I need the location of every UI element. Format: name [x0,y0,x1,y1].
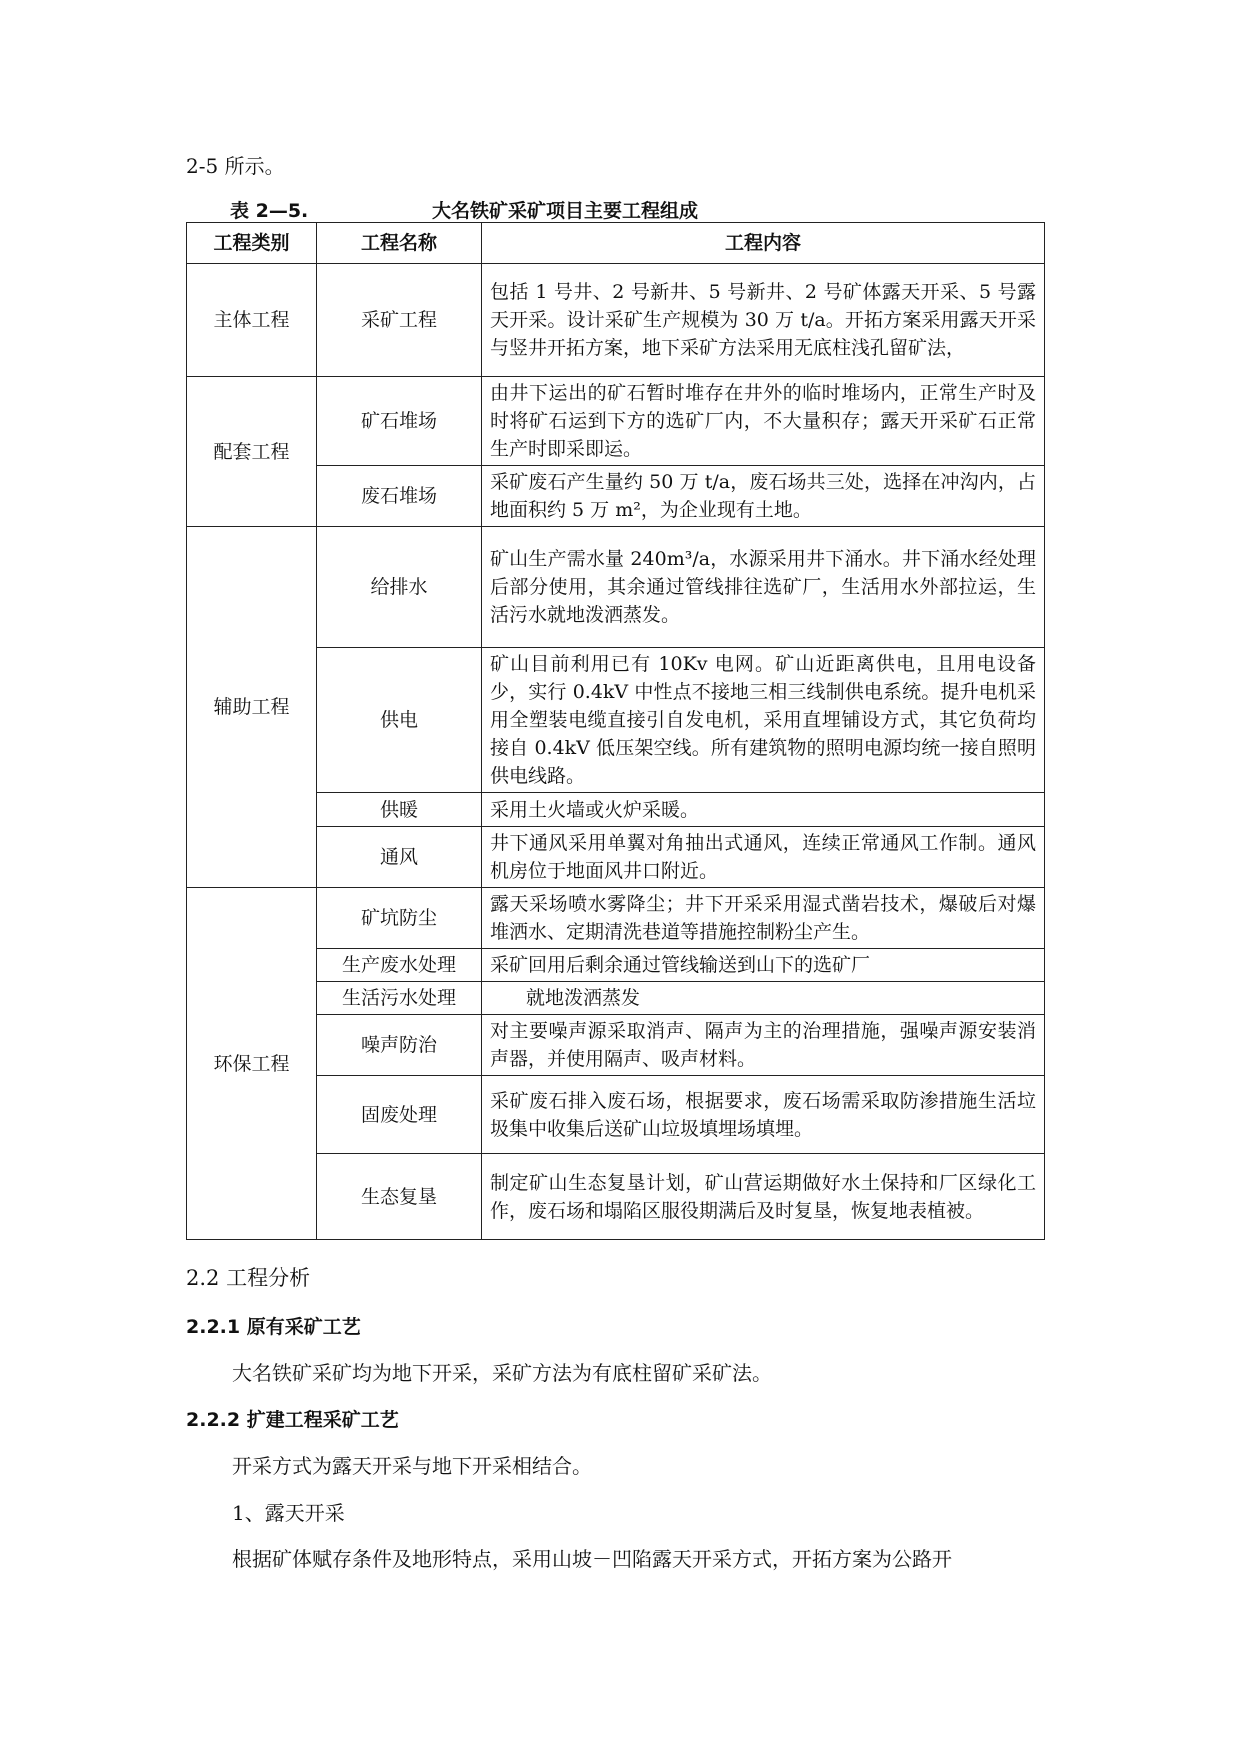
table-caption-number: 表 2—5. [230,200,309,222]
name-cell: 供暖 [317,793,482,827]
name-cell: 生产废水处理 [317,949,482,982]
intro-text: 2-5 所示。 [186,154,285,178]
table-row [187,264,1045,377]
name-cell: 噪声防治 [317,1015,482,1076]
name-cell: 生态复垦 [317,1154,482,1240]
name-cell: 矿坑防尘 [317,888,482,949]
name-cell: 给排水 [317,527,482,648]
category-cell: 主体工程 [187,264,317,377]
name-cell: 固废处理 [317,1076,482,1154]
header-name: 工程名称 [317,223,482,264]
content-cell: 露天采场喷水雾降尘；井下开采采用湿式凿岩技术，爆破后对爆堆洒水、定期清洗巷道等措施控制粉尘产生。 [482,888,1045,949]
project-composition-table [186,222,1045,1240]
content-cell: 矿山生产需水量 240m³/a，水源采用井下涌水。井下涌水经处理后部分使用，其余通过管线排往选矿厂，生活用水外部拉运，生活污水就地泼洒蒸发。 [482,527,1045,648]
paragraph-mining-mode: 开采方式为露天开采与地下开采相结合。 [232,1454,592,1478]
category-cell: 配套工程 [187,377,317,527]
paragraph-open-pit-heading: 1、露天开采 [232,1501,345,1525]
content-cell: 由井下运出的矿石暂时堆存在井外的临时堆场内，正常生产时及时将矿石运到下方的选矿厂内，不大量积存；露天开采矿石正常生产时即采即运。 [482,377,1045,466]
content-cell: 制定矿山生态复垦计划，矿山营运期做好水土保持和厂区绿化工作，废石场和塌陷区服役期满后及时复垦，恢复地表植被。 [482,1154,1045,1240]
content-cell: 采矿废石排入废石场，根据要求，废石场需采取防渗措施生活垃圾集中收集后送矿山垃圾填埋场填埋。 [482,1076,1045,1154]
content-cell [482,982,1045,1015]
name-cell: 生活污水处理 [317,982,482,1015]
name-cell: 采矿工程 [317,264,482,377]
table-caption-title: 大名铁矿采矿项目主要工程组成 [432,200,699,222]
section-heading-2-2: 2.2 工程分析 [186,1266,311,1290]
category-cell: 环保工程 [187,888,317,1240]
header-content: 工程内容 [482,223,1045,264]
name-cell: 供电 [317,648,482,793]
table-row [187,888,1045,949]
content-cell: 采矿废石产生量约 50 万 t/a，废石场共三处，选择在冲沟内，占地面积约 5 万 m²，为企业现有土地。 [482,466,1045,527]
name-cell: 通风 [317,827,482,888]
table-row [187,527,1045,648]
content-cell: 对主要噪声源采取消声、隔声为主的治理措施，强噪声源安装消声器，并使用隔声、吸声材料。 [482,1015,1045,1076]
name-cell: 废石堆场 [317,466,482,527]
table-header-row [187,223,1045,264]
section-heading-2-2-1: 2.2.1 原有采矿工艺 [186,1316,361,1338]
content-cell: 矿山目前利用已有 10Kv 电网。矿山近距离供电，且用电设备少，实行 0.4kV 中性点不接地三相三线制供电系统。提升电机采用全塑装电缆直接引自发电机，采用直埋铺设方式，其它负荷均接自 0.4kV 低压架空线。所有建筑物的照明电源均统一接自照明供电线路。 [482,648,1045,793]
content-cell: 采用土火墙或火炉采暖。 [482,793,1045,827]
header-category: 工程类别 [187,223,317,264]
paragraph-open-pit-text: 根据矿体赋存条件及地形特点，采用山坡－凹陷露天开采方式，开拓方案为公路开 [232,1547,952,1571]
name-cell: 矿石堆场 [317,377,482,466]
content-cell: 井下通风采用单翼对角抽出式通风，连续正常通风工作制。通风机房位于地面风井口附近。 [482,827,1045,888]
content-text: 就地泼洒蒸发 [526,987,641,1009]
category-cell: 辅助工程 [187,527,317,888]
section-heading-2-2-2: 2.2.2 扩建工程采矿工艺 [186,1409,399,1431]
content-cell: 包括 1 号井、2 号新井、5 号新井、2 号矿体露天开采、5 号露天开采。设计采矿生产规模为 30 万 t/a。开拓方案采用露天开采与竖井开拓方案，地下采矿方法采用无底柱浅孔留矿法， [482,264,1045,377]
paragraph-original-process: 大名铁矿采矿均为地下开采，采矿方法为有底柱留矿采矿法。 [232,1361,772,1385]
table-row [187,377,1045,466]
content-cell: 采矿回用后剩余通过管线输送到山下的选矿厂 [482,949,1045,982]
